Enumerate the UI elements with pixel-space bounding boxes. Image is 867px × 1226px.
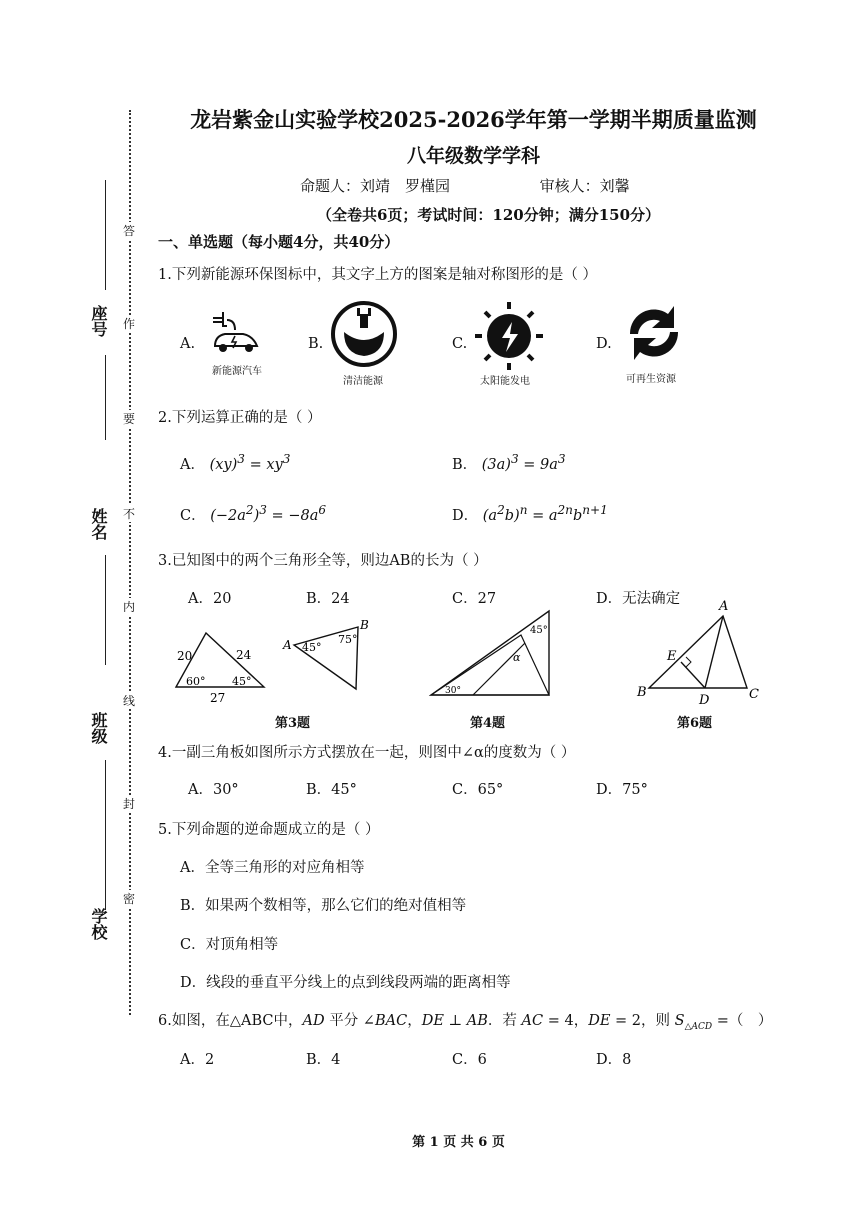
q5-option-c: C．对顶角相等: [180, 937, 279, 953]
q2-option-c: [180, 503, 326, 525]
q6-stem-conditions: AD 平分 ∠BAC，DE ⊥ AB．若 AC = 4，DE = 2，则 $S_{\triangle ACD}$ =（ ）: [302, 1013, 773, 1032]
q5-option-b: B．如果两个数相等，那么它们的绝对值相等: [180, 898, 467, 914]
fig3-vertex-b: B: [360, 618, 369, 632]
q2-option-d-formula: $(a^2b)^n = a^{2n}b^{n+1}$: [482, 503, 608, 524]
setter-names: 刘靖 罗槿园: [360, 177, 451, 195]
fig4-angle-30: 30°: [445, 686, 461, 696]
q1-option-a-letter: A.: [180, 336, 196, 352]
reviewer-label: 审核人：: [539, 177, 600, 195]
q1-option-c-letter: C.: [452, 336, 468, 352]
fig3-angle-a: 45°: [302, 641, 322, 654]
seal-word: 密: [123, 892, 136, 906]
q4-option-c: C．65°: [452, 782, 504, 798]
q4-stem: 4.一副三角板如图所示方式摆放在一起，则图中∠α的度数为（ ）: [158, 745, 576, 761]
q2-option-a-letter: A．: [180, 456, 205, 473]
q3-option-d: D．无法确定: [596, 591, 681, 607]
q1-option-d-letter: D.: [596, 336, 612, 352]
seal-word: 答: [123, 224, 136, 238]
fig3-angle-45: 45°: [232, 675, 252, 688]
fig3-side-24: 24: [236, 648, 252, 662]
authors-line: [300, 175, 820, 196]
fig3-caption: 第3题: [275, 716, 311, 731]
field-name: 姓名: [89, 508, 108, 540]
q1-option-c-caption: 太阳能发电: [480, 376, 530, 387]
q1-option-b-letter: B.: [308, 336, 324, 352]
field-seat-line-2: [105, 355, 106, 440]
q2-option-b-formula: $(3a)^3 = 9a^3$: [481, 452, 566, 473]
seal-word: 封: [123, 797, 136, 811]
fig4-angle-45: 45°: [530, 625, 548, 636]
q3-option-a: A．20: [188, 591, 232, 607]
seal-word: 不: [123, 507, 136, 521]
q1-stem: 1.下列新能源环保图标中，其文字上方的图案是轴对称图形的是（ ）: [158, 267, 597, 283]
fig3-vertex-a: A: [283, 638, 292, 652]
q5-stem: 5.下列命题的逆命题成立的是（ ）: [158, 822, 380, 838]
section-title: 一、单选题（每小题4分，共40分）: [158, 233, 400, 251]
seal-word: 内: [123, 600, 136, 614]
fig6-vertex-b: B: [637, 685, 647, 700]
q6-option-c: C．6: [452, 1052, 487, 1068]
q2-option-d: [452, 503, 608, 525]
seal-word: 线: [123, 694, 136, 708]
q6-stem-prefix: 6.如图，在△ABC中，: [158, 1013, 303, 1029]
q4-option-b: B．45°: [306, 782, 357, 798]
q2-option-d-letter: D．: [452, 507, 479, 524]
fig4-caption: 第4题: [470, 716, 506, 731]
exam-info: （全卷共6页；考试时间：120分钟；满分150分）: [316, 206, 661, 224]
q2-stem: 2.下列运算正确的是（ ）: [158, 410, 322, 426]
fig6-vertex-a: A: [719, 599, 729, 614]
fig6-vertex-e: E: [667, 649, 677, 664]
q2-option-c-formula: $(-2a^2)^3 = -8a^6$: [210, 503, 327, 524]
renewable-resources-icon: [618, 300, 690, 366]
q1-option-d-caption: 可再生资源: [626, 374, 676, 385]
exam-subtitle: 八年级数学学科: [406, 145, 540, 167]
solar-power-icon: [472, 300, 546, 372]
q1-option-b-caption: 清洁能源: [343, 376, 383, 387]
q3-option-b: B．24: [306, 591, 350, 607]
q5-option-d: D．线段的垂直平分线上的点到线段两端的距离相等: [180, 975, 511, 991]
q6-stem: [158, 1009, 772, 1032]
binding-sidebar: [85, 100, 145, 1020]
fig3-side-27: 27: [210, 691, 226, 705]
fig6-caption: 第6题: [677, 716, 713, 731]
ev-charging-icon: [205, 308, 265, 358]
dotted-seal-line: [129, 110, 131, 1015]
fig3-angle-60: 60°: [186, 675, 206, 688]
field-class-line: [105, 760, 106, 910]
q3-option-c: C．27: [452, 591, 497, 607]
q1-option-a-caption: 新能源汽车: [212, 366, 262, 377]
field-seat-number: 座号: [89, 305, 108, 337]
q2-option-c-letter: C．: [180, 507, 206, 524]
fig3-side-20: 20: [177, 649, 193, 663]
seal-word: 作: [123, 317, 136, 331]
q5-option-a: A．全等三角形的对应角相等: [180, 860, 365, 876]
q2-option-b-letter: B．: [452, 456, 478, 473]
figure-3: [170, 615, 380, 710]
q2-option-a: [180, 452, 290, 474]
fig3-angle-b: 75°: [338, 633, 358, 646]
page-footer: 第 1 页 共 6 页: [412, 1135, 505, 1150]
q4-option-d: D．75°: [596, 782, 648, 798]
field-name-line: [105, 555, 106, 665]
q2-option-b: [452, 452, 566, 474]
field-school: 学校: [89, 908, 108, 940]
q3-stem: 3.已知图中的两个三角形全等，则边AB的长为（ ）: [158, 553, 488, 569]
clean-energy-icon: [330, 300, 398, 368]
field-seat-line: [105, 180, 106, 290]
figure-4: [425, 605, 555, 700]
setter-label: 命题人：: [300, 177, 361, 195]
q6-option-a: A．2: [180, 1052, 215, 1068]
figure-6: [635, 596, 765, 706]
q4-option-a: A．30°: [188, 782, 239, 798]
exam-title: 龙岩紫金山实验学校2025-2026学年第一学期半期质量监测: [190, 107, 757, 132]
fig4-angle-alpha: α: [513, 651, 521, 664]
fig6-vertex-c: C: [749, 687, 759, 702]
reviewer-name: 刘馨: [599, 177, 630, 195]
fig6-vertex-d: D: [699, 693, 710, 706]
q6-option-b: B．4: [306, 1052, 341, 1068]
field-class: 班级: [89, 712, 108, 744]
q6-option-d: D．8: [596, 1052, 632, 1068]
q2-option-a-formula: $(xy)^3 = xy^3$: [209, 452, 291, 473]
seal-word: 要: [123, 412, 136, 426]
